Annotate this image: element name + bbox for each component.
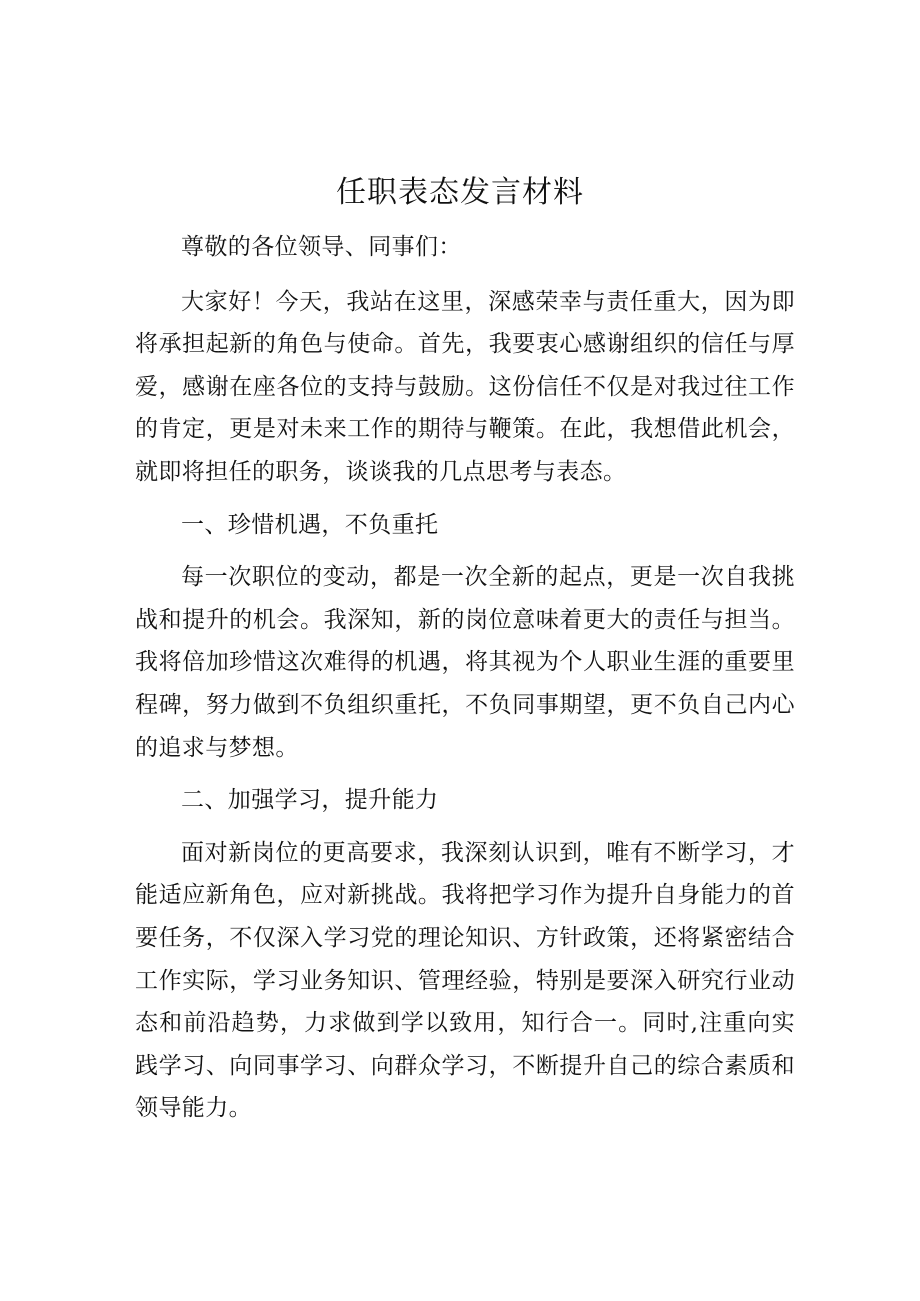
paragraph-intro: 大家好！今天，我站在这里，深感荣幸与责任重大，因为即将承担起新的角色与使命。首先，我要衷心感谢组织的信任与厚爱，感谢在座各位的支持与鼓励。这份信任不仅是对我过往工作的肯定，更是对未来工作的期待与鞭策。在此，我想借此机会，就即将担任的职务，谈谈我的几点思考与表态。 xyxy=(135,288,795,485)
document-title: 任职表态发言材料 xyxy=(336,175,584,210)
section-heading-2: 二、加强学习，提升能力 xyxy=(181,787,439,814)
greeting-line: 尊敬的各位领导、同事们： xyxy=(181,234,462,260)
paragraph-section-2: 面对新岗位的更高要求，我深刻认识到，唯有不断学习，才能适应新角色，应对新挑战。我将把学习作为提升自身能力的首要任务，不仅深入学习党的理论知识、方针政策，还将紧密结合工作实际，学习业务知识、管理经验，特别是要深入研究行业动态和前沿趋势，力求做到学以致用，知行合一。同时,注重向实践学习、向同事学习、向群众学习，不断提升自己的综合素质和领导能力。 xyxy=(135,839,795,1122)
paragraph-section-1: 每一次职位的变动，都是一次全新的起点，更是一次自我挑战和提升的机会。我深知，新的岗位意味着更大的责任与担当。我将倍加珍惜这次难得的机遇，将其视为个人职业生涯的重要里程碑，努力做到不负组织重托，不负同事期望，更不负自己内心的追求与梦想。 xyxy=(135,564,795,761)
document-body xyxy=(135,226,795,1140)
section-heading-1: 一、珍惜机遇，不负重托 xyxy=(181,511,439,538)
